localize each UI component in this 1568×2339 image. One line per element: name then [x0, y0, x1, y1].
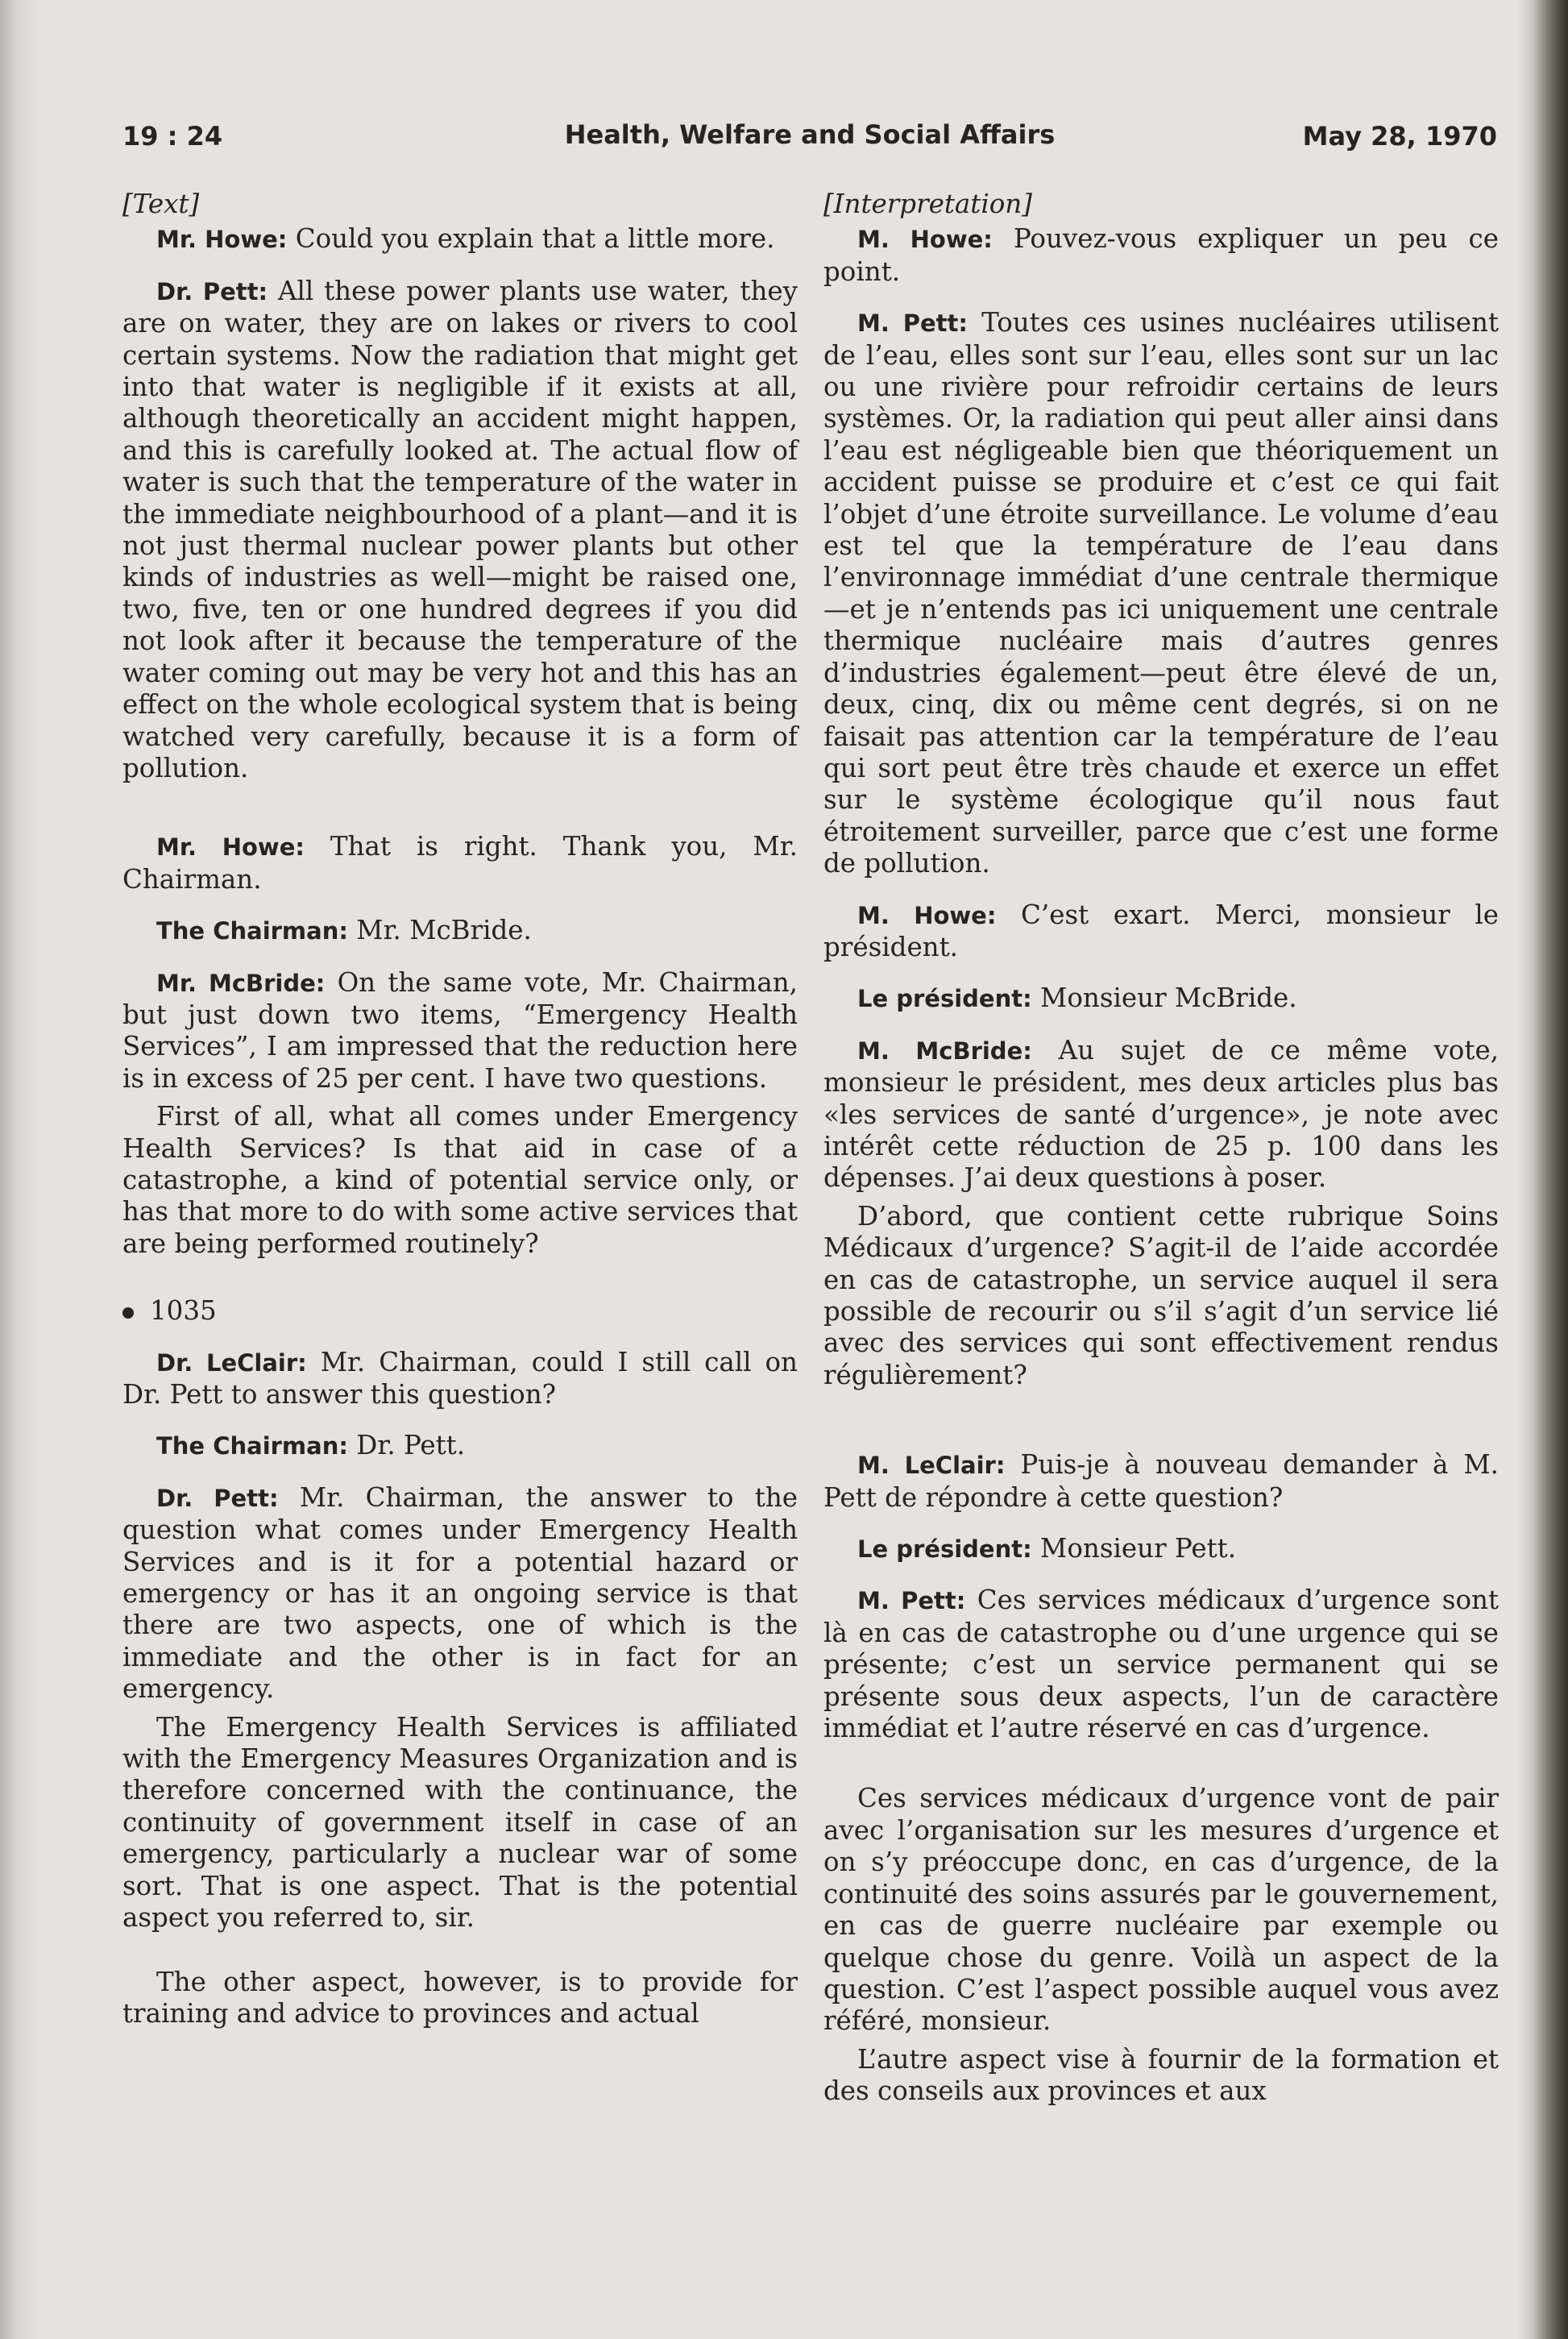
- paragraph: [823, 223, 1499, 288]
- speech-text: Monsieur Pett.: [1031, 1533, 1237, 1564]
- speech-text: Could you explain that a little more.: [287, 223, 775, 255]
- speaker-name: M. Howe:: [857, 901, 997, 929]
- paragraph: [122, 967, 798, 1095]
- page-binding-shadow-right: [1518, 0, 1568, 2339]
- speaker-name: M. McBride:: [857, 1037, 1032, 1065]
- paragraph: [823, 307, 1499, 879]
- speaker-name: M. Pett:: [857, 310, 968, 338]
- speech-text: Dr. Pett.: [347, 1430, 466, 1461]
- speaker-name: Mr. Howe:: [156, 833, 305, 862]
- paragraph: [122, 831, 798, 895]
- page-number: 19 : 24: [122, 121, 223, 152]
- speaker-name: M. LeClair:: [857, 1452, 1006, 1480]
- paragraph: [122, 915, 798, 947]
- paragraph: [823, 1585, 1499, 1744]
- speech-text: On the same vote, Mr. Chairman, but just down two items, “Emergency Health Services”, I am impressed that the reduction here is in excess of 25 per cent. I have two questions.: [122, 966, 799, 1094]
- speaker-name: The Chairman:: [156, 1432, 348, 1460]
- paragraph: [122, 1482, 798, 1705]
- paragraph: [823, 1533, 1499, 1565]
- paragraph: [122, 1347, 798, 1411]
- speaker-name: Dr. Pett:: [156, 277, 268, 305]
- speaker-name: Le président:: [857, 1535, 1032, 1564]
- paragraph: [122, 1430, 798, 1462]
- speech-text: That is right. Thank you, Mr. Chairman.: [122, 831, 798, 895]
- speaker-name: Mr. Howe:: [156, 226, 288, 254]
- speech-text: Ces services médicaux d’urgence sont là en cas de catastrophe ou d’une urgence qui se présente; c’est un service permanent qui se présente sous deux aspects, l’un de caractère immédiat et l’autre réservé en cas d’urgence.: [823, 1585, 1499, 1744]
- speech-text: Au sujet de ce même vote, monsieur le président, mes deux articles plus bas «les services de santé d’urgence», je note avec intérêt cette réduction de 25 p. 100 dans les dépenses. J’ai deux questions à poser.: [823, 1034, 1500, 1194]
- paragraph: The other aspect, however, is to provide for training and advice to provinces and actual: [122, 1966, 798, 2029]
- paragraph: Ces services médicaux d’urgence vont de pair avec l’organisation sur les mesures d’urgence et on s’y préoccupe donc, en cas d’urgence, de la continuité des soins assurés par le gouvernement, en cas de guerre nucléaire par exemple ou quelque chose du genre. Voilà un aspect de la question. C’est l’aspect possible auquel vous avez référé, monsieur.: [823, 1783, 1499, 2037]
- paragraph: L’autre aspect vise à fournir de la formation et des conseils aux provinces et aux: [823, 2043, 1499, 2107]
- page-binding-shadow-left: [0, 0, 37, 2339]
- speech-text: Monsieur McBride.: [1031, 983, 1297, 1014]
- speech-text: Mr. McBride.: [347, 915, 532, 946]
- bullet-icon: [122, 1307, 134, 1319]
- speech-text: All these power plants use water, they are on water, they are on lakes or rivers to cool certain systems. Now the radiation that might get into that water is negligible if it exists at all, although theoretically an accident might happen, and this is carefully looked at. The actual flow of water is such that the temperature of the water in the immediate neighbourhood of a plant—and it is not just thermal nuclear power plants but other kinds of industries as well—might be raised one, two, five, ten or one hundred degrees if you did not look after it because the temperature of the water coming out may be very hot and this has an effect on the whole ecological system that is being watched very carefully, because it is a form of pollution.: [122, 275, 798, 783]
- speech-text: Mr. Chairman, could I still call on Dr. Pett to answer this question?: [122, 1346, 798, 1410]
- column-tag: [Text]: [122, 189, 200, 219]
- paragraph: [823, 1449, 1499, 1514]
- english-text-column: [122, 189, 798, 2029]
- paragraph: The Emergency Health Services is affiliated with the Emergency Measures Organization and is therefore concerned with the continuance, the continuity of government itself in case of an emergency, particularly a nuclear war of some sort. That is one aspect. That is the potential aspect you referred to, sir.: [122, 1711, 798, 1934]
- speaker-name: Dr. Pett:: [156, 1484, 279, 1512]
- paragraph: D’abord, que contient cette rubrique Soins Médicaux d’urgence? S’agit-il de l’aide accordée en cas de catastrophe, un service auquel il sera possible de recourir ou s’il s’agit d’un service lié avec des services qui sont effectivement rendus régulièrement?: [823, 1200, 1499, 1390]
- paragraph: [122, 276, 798, 785]
- speaker-name: M. Howe:: [857, 226, 993, 254]
- time-marker: [122, 1295, 798, 1327]
- paragraph: [823, 1035, 1499, 1194]
- speech-text: C’est exart. Merci, monsieur le président.: [823, 899, 1499, 962]
- paragraph: [122, 223, 798, 256]
- speech-text: Mr. Chairman, the answer to the question what comes under Emergency Health Services and is it for a potential hazard or emergency or has it an ongoing service is that there are two aspects, one of which is the immediate and the other is in fact for an emergency.: [122, 1481, 798, 1705]
- paragraph: First of all, what all comes under Emergency Health Services? Is that aid in case of a catastrophe, a kind of potential service only, or has that more to do with some active services that are being performed routinely?: [122, 1101, 798, 1259]
- speech-text: Puis-je à nouveau demander à M. Pett de répondre à cette question?: [823, 1449, 1499, 1513]
- speech-text: Pouvez-vous expliquer un peu ce point.: [823, 223, 1499, 287]
- header-title: Health, Welfare and Social Affairs: [564, 119, 1056, 150]
- column-tag: [Interpretation]: [823, 189, 1032, 219]
- speaker-name: Le président:: [857, 985, 1032, 1013]
- speech-text: Toutes ces usines nucléaires utilisent de l’eau, elles sont sur l’eau, elles sont sur un lac ou une rivière pour refroidir certains de leurs systèmes. Or, la radiation qui peut aller ainsi dans l’eau est négligeable bien que théoriquement un accident puisse se produire et c’est ce qui fait l’objet d’une étroite surveillance. Le volume d’eau est tel que la température de l’eau dans l’environnage immédiat d’une centrale thermique—et je n’entends pas ici uniquement une centrale thermique nucléaire mais d’autres genres d’industries également—peut être élevé de un, deux, cinq, dix ou même cent degrés, si on ne faisait pas attention car la température de l’eau qui sort peut être très chaude et exerce un effet sur le système écologique qu’il nous faut étroitement surveiller, parce que c’est une forme de pollution.: [823, 307, 1500, 879]
- french-interpretation-column: [823, 189, 1499, 2108]
- speaker-name: Mr. McBride:: [156, 969, 326, 997]
- speaker-name: M. Pett:: [857, 1587, 966, 1615]
- running-header: [122, 121, 1497, 161]
- paragraph: [823, 899, 1499, 964]
- paragraph: [823, 983, 1499, 1015]
- time-marker-text: 1035: [150, 1295, 217, 1327]
- header-date: May 28, 1970: [1302, 121, 1497, 152]
- speaker-name: The Chairman:: [156, 917, 348, 945]
- speaker-name: Dr. LeClair:: [156, 1348, 307, 1377]
